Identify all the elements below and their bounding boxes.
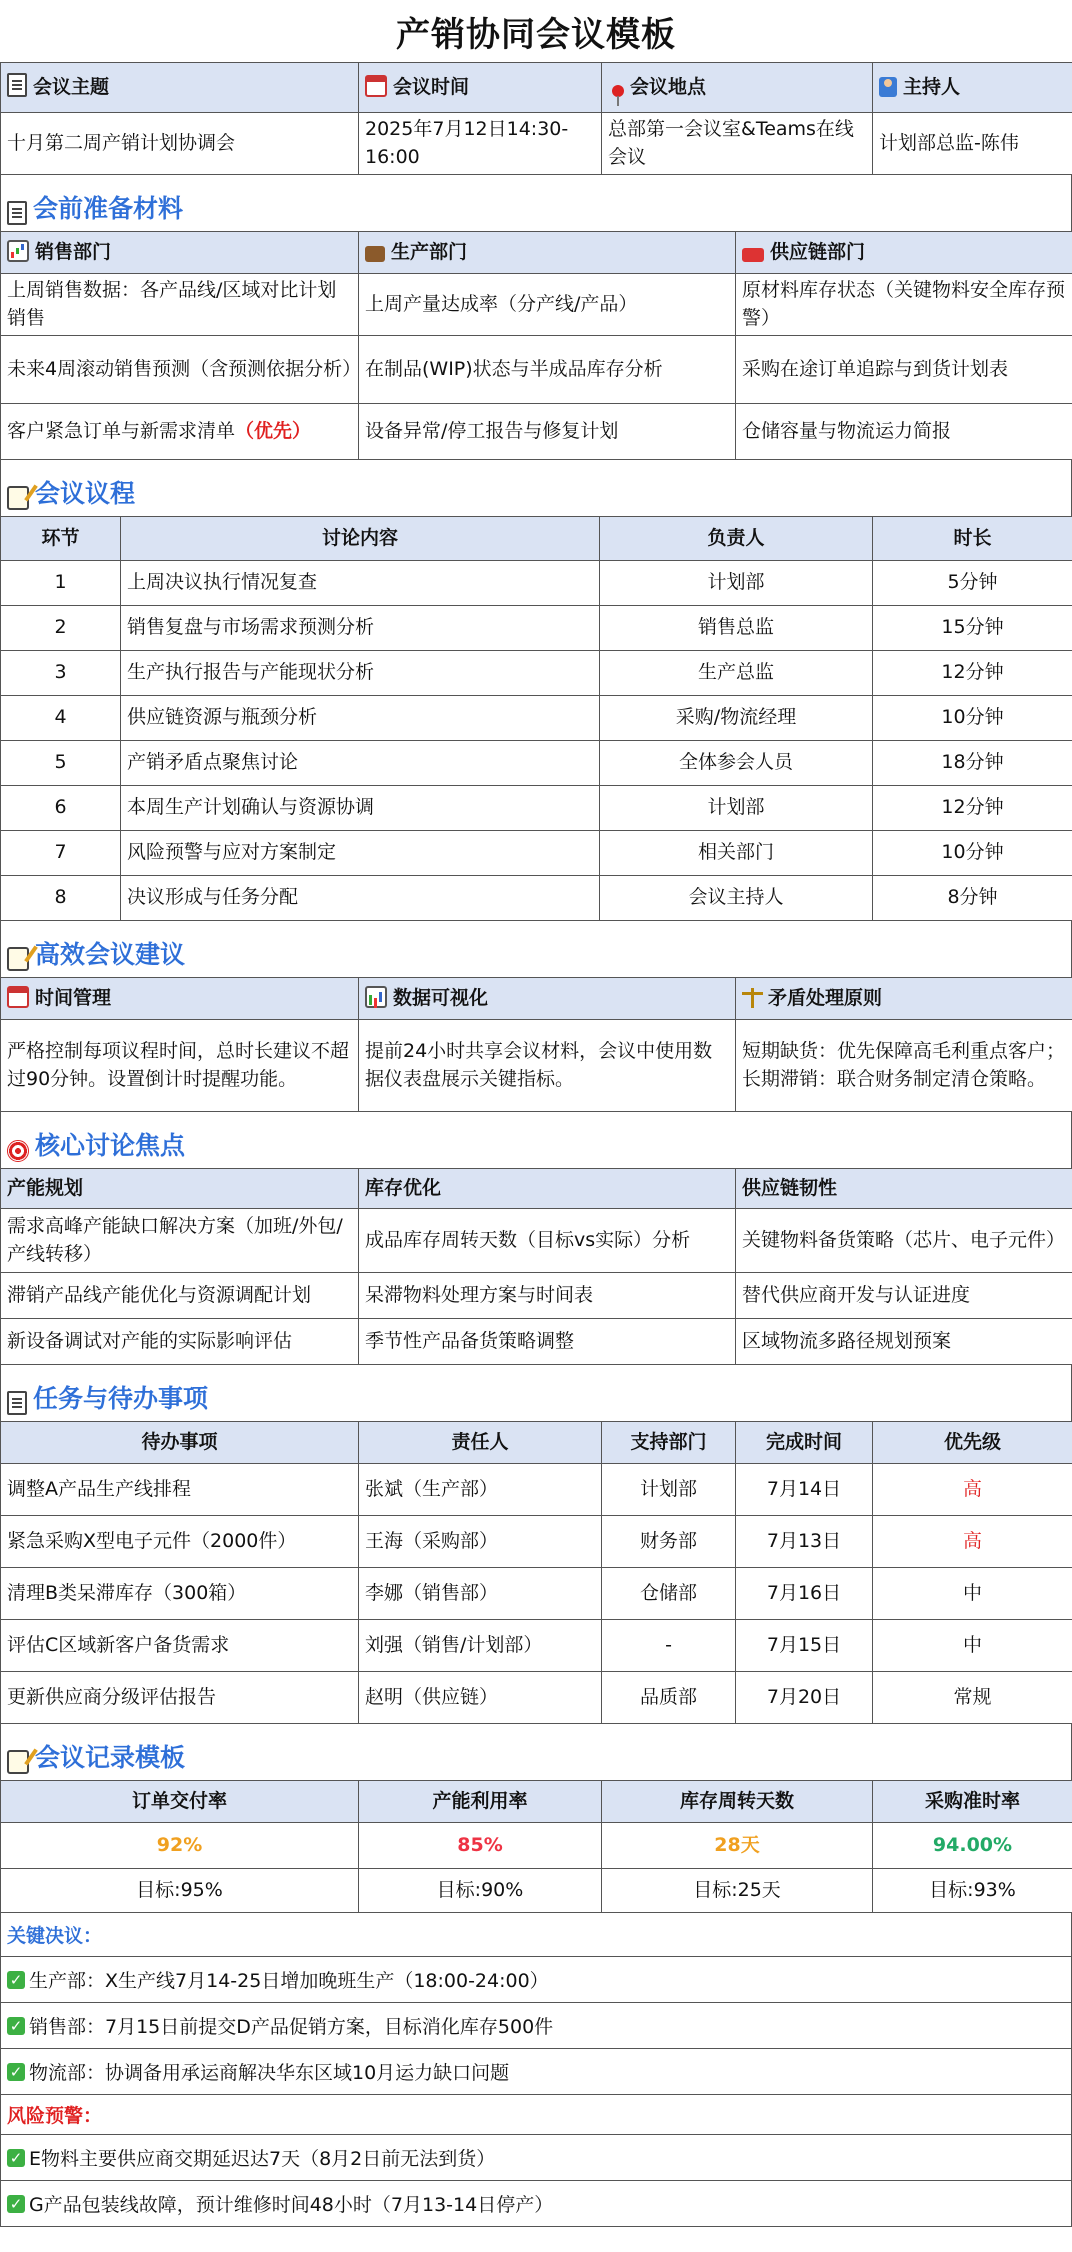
- bar-chart-icon: [365, 986, 387, 1008]
- agenda-col: 负责人: [600, 517, 873, 561]
- task-cell: 王海（采购部）: [359, 1516, 602, 1568]
- prep-cell: 采购在途订单追踪与到货计划表: [736, 336, 1072, 404]
- prep-cell: 未来4周滚动销售预测（含预测依据分析）: [1, 336, 359, 404]
- document-icon: [7, 73, 27, 97]
- prep-table: [0, 231, 1072, 460]
- meta-host-value: 计划部总监-陈伟: [873, 113, 1072, 175]
- kpi-value: 85%: [359, 1823, 602, 1869]
- task-cell: 中: [873, 1620, 1072, 1672]
- agenda-cell: 生产执行报告与产能现状分析: [121, 651, 600, 696]
- tasks-col: 完成时间: [736, 1422, 873, 1464]
- kpi-value: 28天: [602, 1823, 873, 1869]
- tips-table: [0, 977, 1072, 1112]
- kpi-target: 目标:95%: [1, 1869, 359, 1913]
- focus-section-title: 核心讨论焦点: [0, 1112, 1072, 1168]
- prep-cell: 设备异常/停工报告与修复计划: [359, 404, 736, 460]
- task-cell: 紧急采购X型电子元件（2000件）: [1, 1516, 359, 1568]
- agenda-table: [0, 516, 1072, 921]
- agenda-cell: 12分钟: [873, 786, 1072, 831]
- focus-cell: 滞销产品线产能优化与资源调配计划: [1, 1273, 359, 1319]
- agenda-cell: 供应链资源与瓶颈分析: [121, 696, 600, 741]
- agenda-cell: 18分钟: [873, 741, 1072, 786]
- focus-table: [0, 1168, 1072, 1365]
- clipboard-icon: [7, 1391, 27, 1415]
- person-icon: [879, 77, 897, 97]
- task-cell: 张斌（生产部）: [359, 1464, 602, 1516]
- prep-cell: 上周产量达成率（分产线/产品）: [359, 274, 736, 336]
- agenda-cell: 6: [1, 786, 121, 831]
- prep-col-production: 生产部门: [359, 232, 736, 274]
- focus-col: 产能规划: [1, 1169, 359, 1209]
- calendar-icon: [7, 986, 29, 1008]
- kpi-table: [0, 1780, 1072, 1913]
- risks-label: 风险预警：: [0, 2095, 1072, 2135]
- list-item: [0, 1957, 1072, 2003]
- agenda-cell: 8: [1, 876, 121, 921]
- kpi-header: 库存周转天数: [602, 1781, 873, 1823]
- tips-cell: 短期缺货：优先保障高毛利重点客户；长期滞销：联合财务制定清仓策略。: [736, 1020, 1072, 1112]
- table-row: [1, 1464, 1072, 1516]
- list-item-text: 销售部：7月15日前提交D产品促销方案，目标消化库存500件: [29, 2016, 554, 2038]
- prep-cell: 客户紧急订单与新需求清单（优先）: [1, 404, 359, 460]
- agenda-cell: 3: [1, 651, 121, 696]
- check-icon: ✓: [7, 1971, 25, 1989]
- focus-col: 库存优化: [359, 1169, 736, 1209]
- kpi-target: 目标:93%: [873, 1869, 1072, 1913]
- focus-col: 供应链韧性: [736, 1169, 1072, 1209]
- kpi-header: 订单交付率: [1, 1781, 359, 1823]
- task-cell: 财务部: [602, 1516, 736, 1568]
- page-title: 产销协同会议模板: [396, 14, 676, 55]
- tasks-col: 待办事项: [1, 1422, 359, 1464]
- table-row: [1, 561, 1072, 606]
- table-row: [1, 786, 1072, 831]
- list-item-text: E物料主要供应商交期延迟达7天（8月2日前无法到货）: [29, 2148, 496, 2170]
- chart-icon: [7, 240, 29, 262]
- agenda-cell: 计划部: [600, 786, 873, 831]
- kpi-header: 产能利用率: [359, 1781, 602, 1823]
- list-item-text: 物流部：协调备用承运商解决华东区域10月运力缺口问题: [29, 2062, 510, 2084]
- focus-cell: 区域物流多路径规划预案: [736, 1319, 1072, 1365]
- task-cell: 调整A产品生产线排程: [1, 1464, 359, 1516]
- tips-col-visual: 数据可视化: [359, 978, 736, 1020]
- agenda-cell: 计划部: [600, 561, 873, 606]
- focus-cell: 成品库存周转天数（目标vs实际）分析: [359, 1209, 736, 1273]
- tasks-table: [0, 1421, 1072, 1724]
- table-row: [1, 831, 1072, 876]
- meta-location-value: 总部第一会议室&Teams在线会议: [602, 113, 873, 175]
- check-icon: ✓: [7, 2195, 25, 2213]
- kpi-value: 92%: [1, 1823, 359, 1869]
- kpi-value: 94.00%: [873, 1823, 1072, 1869]
- table-row: [1, 1620, 1072, 1672]
- list-item: [0, 2135, 1072, 2181]
- urgent-tag: （优先）: [235, 419, 312, 442]
- agenda-cell: 5分钟: [873, 561, 1072, 606]
- task-cell: 中: [873, 1568, 1072, 1620]
- agenda-col: 讨论内容: [121, 517, 600, 561]
- table-row: [1, 741, 1072, 786]
- agenda-section-title: 会议议程: [0, 460, 1072, 516]
- prep-cell: 原材料库存状态（关键物料安全库存预警）: [736, 274, 1072, 336]
- agenda-cell: 相关部门: [600, 831, 873, 876]
- table-row: [1, 651, 1072, 696]
- meeting-info-table: [0, 62, 1072, 175]
- focus-cell: 呆滞物料处理方案与时间表: [359, 1273, 736, 1319]
- task-cell: 更新供应商分级评估报告: [1, 1672, 359, 1724]
- task-cell: 赵明（供应链）: [359, 1672, 602, 1724]
- task-cell: 7月15日: [736, 1620, 873, 1672]
- agenda-cell: 8分钟: [873, 876, 1072, 921]
- agenda-cell: 决议形成与任务分配: [121, 876, 600, 921]
- agenda-cell: 生产总监: [600, 651, 873, 696]
- focus-cell: 新设备调试对产能的实际影响评估: [1, 1319, 359, 1365]
- agenda-cell: 本周生产计划确认与资源协调: [121, 786, 600, 831]
- check-icon: ✓: [7, 2017, 25, 2035]
- table-row: [1, 876, 1072, 921]
- agenda-cell: 1: [1, 561, 121, 606]
- meta-topic-value: 十月第二周产销计划协调会: [1, 113, 359, 175]
- agenda-cell: 风险预警与应对方案制定: [121, 831, 600, 876]
- meta-header-host: 主持人: [873, 63, 1072, 113]
- prep-col-sales: 销售部门: [1, 232, 359, 274]
- check-icon: ✓: [7, 2063, 25, 2081]
- list-item: [0, 2181, 1072, 2227]
- prep-cell: 在制品(WIP)状态与半成品库存分析: [359, 336, 736, 404]
- task-cell: 高: [873, 1516, 1072, 1568]
- table-row: [1, 1568, 1072, 1620]
- agenda-cell: 10分钟: [873, 696, 1072, 741]
- check-icon: ✓: [7, 2149, 25, 2167]
- task-cell: 计划部: [602, 1464, 736, 1516]
- focus-cell: 季节性产品备货策略调整: [359, 1319, 736, 1365]
- agenda-cell: 会议主持人: [600, 876, 873, 921]
- table-row: [1, 606, 1072, 651]
- task-cell: 仓储部: [602, 1568, 736, 1620]
- task-cell: 7月13日: [736, 1516, 873, 1568]
- target-icon: [7, 1140, 29, 1162]
- task-cell: 刘强（销售/计划部）: [359, 1620, 602, 1672]
- agenda-cell: 4: [1, 696, 121, 741]
- prep-cell: 上周销售数据：各产品线/区域对比计划销售: [1, 274, 359, 336]
- kpi-target: 目标:25天: [602, 1869, 873, 1913]
- list-item: [0, 2003, 1072, 2049]
- tips-cell: 严格控制每项议程时间，总时长建议不超过90分钟。设置倒计时提醒功能。: [1, 1020, 359, 1112]
- kpi-header: 采购准时率: [873, 1781, 1072, 1823]
- list-item-text: 生产部：X生产线7月14-25日增加晚班生产（18:00-24:00）: [29, 1970, 549, 1992]
- agenda-col: 环节: [1, 517, 121, 561]
- agenda-cell: 5: [1, 741, 121, 786]
- focus-cell: 关键物料备货策略（芯片、电子元件）: [736, 1209, 1072, 1273]
- memo-icon: [7, 1750, 29, 1774]
- task-cell: 高: [873, 1464, 1072, 1516]
- meta-time-value: 2025年7月12日14:30-16:00: [359, 113, 602, 175]
- table-row: [1, 1516, 1072, 1568]
- task-cell: 李娜（销售部）: [359, 1568, 602, 1620]
- agenda-cell: 2: [1, 606, 121, 651]
- agenda-cell: 产销矛盾点聚焦讨论: [121, 741, 600, 786]
- factory-icon: [365, 246, 385, 262]
- prep-section-title: 会前准备材料: [0, 175, 1072, 231]
- agenda-cell: 12分钟: [873, 651, 1072, 696]
- tasks-section-title: 任务与待办事项: [0, 1365, 1072, 1421]
- memo-icon: [7, 486, 29, 510]
- scale-icon: [742, 988, 762, 1008]
- prep-cell: 仓储容量与物流运力简报: [736, 404, 1072, 460]
- agenda-cell: 采购/物流经理: [600, 696, 873, 741]
- tasks-col: 责任人: [359, 1422, 602, 1464]
- pin-icon: [612, 85, 624, 97]
- task-cell: 7月14日: [736, 1464, 873, 1516]
- kpi-target: 目标:90%: [359, 1869, 602, 1913]
- records-section-title: 会议记录模板: [0, 1724, 1072, 1780]
- meta-header-location: 会议地点: [602, 63, 873, 113]
- meta-header-topic: 会议主题: [1, 63, 359, 113]
- task-cell: 清理B类呆滞库存（300箱）: [1, 1568, 359, 1620]
- task-cell: 评估C区域新客户备货需求: [1, 1620, 359, 1672]
- tips-cell: 提前24小时共享会议材料，会议中使用数据仪表盘展示关键指标。: [359, 1020, 736, 1112]
- tips-section-title: 高效会议建议: [0, 921, 1072, 977]
- calendar-icon: [365, 75, 387, 97]
- tips-col-time: 时间管理: [1, 978, 359, 1020]
- truck-icon: [742, 248, 764, 262]
- table-row: [1, 1672, 1072, 1724]
- task-cell: 品质部: [602, 1672, 736, 1724]
- clipboard-icon: [7, 201, 27, 225]
- focus-cell: 替代供应商开发与认证进度: [736, 1273, 1072, 1319]
- task-cell: -: [602, 1620, 736, 1672]
- prep-col-supply: 供应链部门: [736, 232, 1072, 274]
- tips-col-conflict: 矛盾处理原则: [736, 978, 1072, 1020]
- list-item-text: G产品包装线故障，预计维修时间48小时（7月13-14日停产）: [29, 2194, 554, 2216]
- tasks-col: 支持部门: [602, 1422, 736, 1464]
- tasks-col: 优先级: [873, 1422, 1072, 1464]
- task-cell: 7月16日: [736, 1568, 873, 1620]
- task-cell: 常规: [873, 1672, 1072, 1724]
- task-cell: 7月20日: [736, 1672, 873, 1724]
- agenda-cell: 15分钟: [873, 606, 1072, 651]
- agenda-col: 时长: [873, 517, 1072, 561]
- agenda-cell: 销售总监: [600, 606, 873, 651]
- list-item: [0, 2049, 1072, 2095]
- table-row: [1, 696, 1072, 741]
- agenda-cell: 10分钟: [873, 831, 1072, 876]
- agenda-cell: 上周决议执行情况复查: [121, 561, 600, 606]
- meta-header-time: 会议时间: [359, 63, 602, 113]
- decisions-label: 关键决议：: [0, 1913, 1072, 1957]
- agenda-cell: 7: [1, 831, 121, 876]
- agenda-cell: 全体参会人员: [600, 741, 873, 786]
- agenda-cell: 销售复盘与市场需求预测分析: [121, 606, 600, 651]
- memo-icon: [7, 947, 29, 971]
- focus-cell: 需求高峰产能缺口解决方案（加班/外包/产线转移）: [1, 1209, 359, 1273]
